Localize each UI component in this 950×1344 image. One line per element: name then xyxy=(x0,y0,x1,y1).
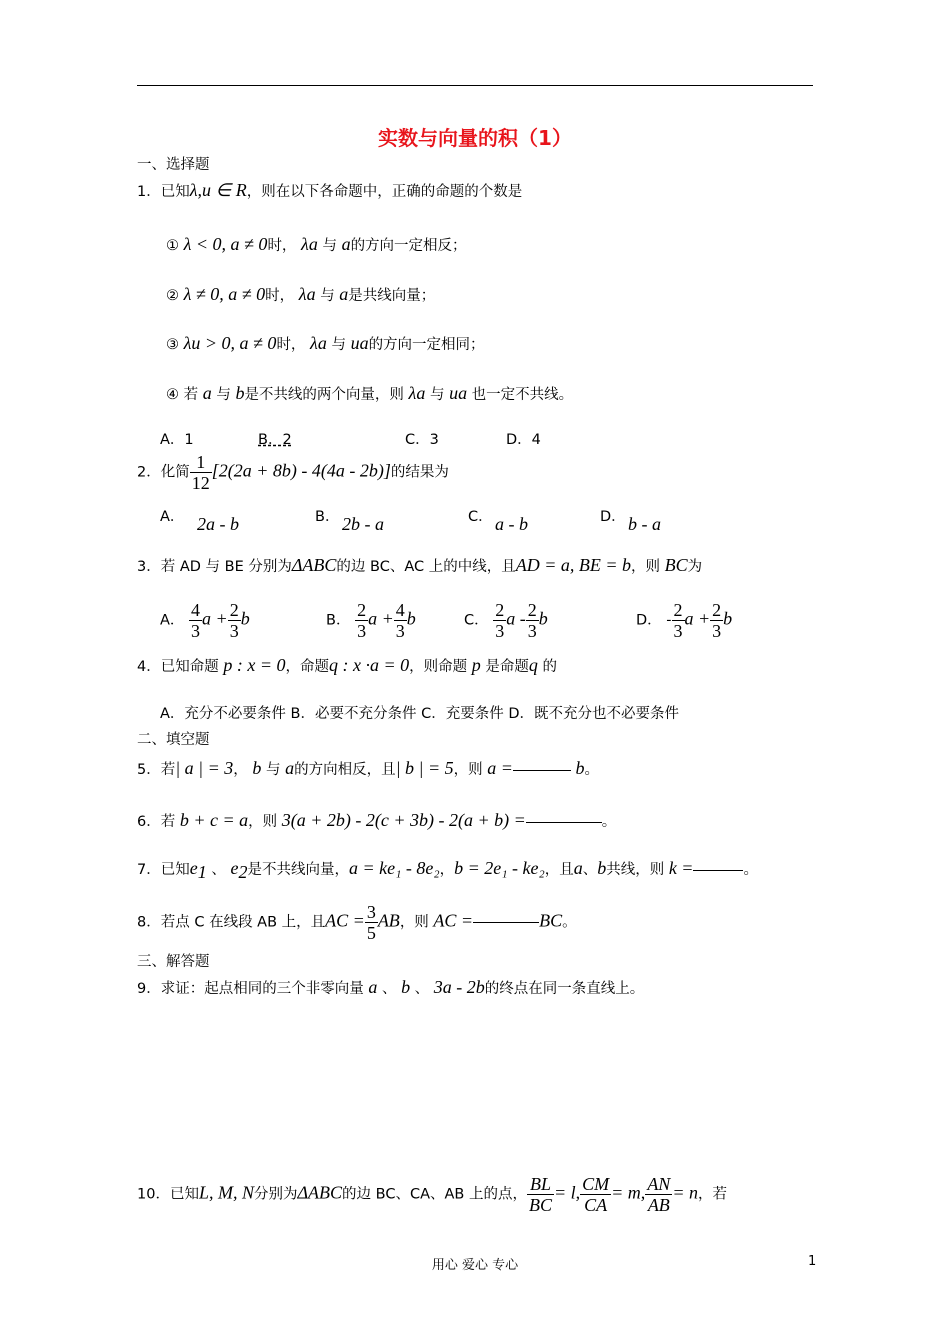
q3-stem xyxy=(137,555,702,576)
q8-text-a: 8．若点 C 在线段 AB 上，且 xyxy=(137,914,326,931)
q3-opt-d-sign: - xyxy=(666,612,672,629)
q3-opt-c-label: C． xyxy=(464,612,489,629)
q1-i2-mark: ② xyxy=(166,288,179,304)
q3-opt-c-mid: a - xyxy=(506,608,526,629)
q5-t2: 与 xyxy=(266,762,281,778)
q1-i1-mark: ① xyxy=(166,238,179,254)
q6-stem xyxy=(137,810,616,831)
q1-option-a: A．1 xyxy=(160,432,194,448)
q1-i1-v1: λa xyxy=(301,234,318,254)
q10-text-c: 的边 BC、CA、AB 上的点， xyxy=(342,1186,527,1203)
q1-option-b: B．2 xyxy=(258,432,292,448)
q1-item-1 xyxy=(166,234,467,255)
q5-t4: ，则 xyxy=(453,762,483,778)
q3-opt-c-n1: 2 xyxy=(495,600,505,620)
q10-text-d: ，若 xyxy=(697,1186,727,1203)
q1-i4-v4: ua xyxy=(449,383,468,403)
q6-text-a: 6．若 xyxy=(137,814,176,830)
q5-lhs: a = xyxy=(487,758,513,778)
q5-text-a: 5．若 xyxy=(137,762,176,778)
q2-frac-num: 1 xyxy=(190,452,212,473)
q9-v3: 3a - 2b xyxy=(433,977,485,997)
q1-i2-t1: 时， xyxy=(265,288,295,304)
q3-option-d xyxy=(636,600,732,641)
q1-i3-v1: λa xyxy=(310,333,327,353)
page-title: 实数与向量的积（1） xyxy=(378,126,572,150)
q1-text-b: ，则在以下各命题中，正确的命题的个数是 xyxy=(246,184,523,200)
q7-end: 。 xyxy=(743,862,758,878)
q8-ab: AB xyxy=(377,910,400,931)
header-rule xyxy=(137,85,813,86)
q7-stem xyxy=(137,858,758,883)
q1-item-2 xyxy=(166,284,435,305)
q2-option-c-label: C． xyxy=(468,509,493,525)
q9-text-b: 的终点在同一条直线上。 xyxy=(484,981,645,997)
q6-t1: ，则 xyxy=(248,814,278,830)
q1-i3-t2: 与 xyxy=(331,337,346,353)
q3-opt-c-end: b xyxy=(538,608,548,629)
q8-num: 3 xyxy=(366,902,376,922)
q3-opt-d-mid: a + xyxy=(684,608,711,629)
q5-stem xyxy=(137,758,599,779)
q10-text-b: 分别为 xyxy=(253,1186,298,1203)
q10-eq3: = n xyxy=(672,1182,698,1203)
q3-text-a: 3．若 AD 与 BE 分别为 xyxy=(137,559,292,575)
q10-f2-den: CA xyxy=(584,1195,608,1215)
section-fill: 二、填空题 xyxy=(137,732,210,748)
q3-opt-b-n1: 2 xyxy=(357,600,367,620)
q10-f1-den: BC xyxy=(528,1195,552,1215)
q5-v2: a xyxy=(285,758,295,778)
q2-expr: [2(2a + 8b) - 4(4a - 2b)] xyxy=(211,460,391,481)
q1-i4-v2: b xyxy=(235,383,245,403)
q10-f3-num: AN xyxy=(647,1174,671,1194)
q8-blank[interactable] xyxy=(473,922,539,923)
q7-sep2: 、 xyxy=(582,862,598,878)
q7-va: a xyxy=(573,858,583,878)
q9-v2: b xyxy=(401,977,411,997)
q10-triangle: ΔABC xyxy=(297,1182,343,1203)
q3-text-d: 为 xyxy=(687,559,703,575)
q3-opt-a-end: b xyxy=(240,608,250,629)
q3-opt-c-n2: 2 xyxy=(527,600,537,620)
q1-i3-v2: ua xyxy=(350,333,369,353)
q6-blank[interactable] xyxy=(526,822,602,823)
q1-item-4 xyxy=(166,383,573,404)
q5-v1: b xyxy=(252,758,262,778)
q2-option-d-label: D． xyxy=(600,509,626,525)
q9-sep1: 、 xyxy=(381,981,397,997)
q3-opt-b-label: B． xyxy=(326,612,351,629)
q7-t2: ， xyxy=(439,862,455,878)
q5-t3: 的方向相反，且 xyxy=(294,762,396,778)
q10-f3-den: AB xyxy=(647,1195,670,1215)
q10-frac3 xyxy=(645,1174,672,1215)
q3-opt-d-frac1 xyxy=(672,600,685,641)
q3-opt-c-frac1 xyxy=(493,600,506,641)
q8-stem xyxy=(137,902,577,943)
q3-opt-d-end: b xyxy=(723,608,733,629)
q3-opt-d-n2: 2 xyxy=(712,600,722,620)
q3-opt-a-d1: 3 xyxy=(191,621,201,641)
q6-expr: 3(a + 2b) - 2(c + 3b) - 2(a + b) = xyxy=(281,810,526,830)
q5-rhs: b xyxy=(575,758,585,778)
page-number: 1 xyxy=(808,1254,817,1269)
q1-i2-v1: λa xyxy=(298,284,316,304)
q1-i4-v1: a xyxy=(202,383,212,403)
q1-i1-t3: 的方向一定相反； xyxy=(350,238,467,254)
q3-opt-b-frac1 xyxy=(355,600,368,641)
q3-opt-c-d1: 3 xyxy=(495,621,505,641)
q8-den: 5 xyxy=(366,923,376,943)
q7-e2-sub: 2 xyxy=(238,861,248,882)
q3-option-c xyxy=(464,600,548,641)
q7-a-def: a = ke₁ - 8e₂ xyxy=(348,858,440,878)
q3-opt-a-n2: 2 xyxy=(229,600,239,620)
q5-c2: | b | = 5 xyxy=(395,758,454,778)
q3-opt-d-d2: 3 xyxy=(712,621,722,641)
q6-cond: b + c = a xyxy=(179,810,249,830)
q10-f2-num: CM xyxy=(582,1174,610,1194)
q1-i4-t4: 也一定不共线。 xyxy=(471,387,574,403)
q4-p: p : x = 0 xyxy=(223,655,286,675)
q4-stem xyxy=(137,655,557,676)
q8-lhs: AC = xyxy=(325,910,365,931)
q4-text-e: 的 xyxy=(542,659,557,675)
q3-opt-b-frac2 xyxy=(394,600,407,641)
q2-option-b-value: 2b - a xyxy=(342,514,384,534)
q1-i4-v3: λa xyxy=(408,383,426,403)
q8-end: 。 xyxy=(562,914,577,931)
q10-frac2 xyxy=(580,1174,611,1215)
q3-opt-d-n1: 2 xyxy=(673,600,683,620)
section-choice: 一、选择题 xyxy=(137,157,210,173)
q8-fraction xyxy=(365,902,378,943)
q3-text-b: 的边 BC、AC 上的中线，且 xyxy=(336,559,516,575)
q2-option-d-value: b - a xyxy=(628,514,661,534)
q10-f1-num: BL xyxy=(527,1174,554,1195)
q8-lhs2: AC = xyxy=(433,910,474,931)
q7-vb: b xyxy=(597,858,607,878)
q3-opt-d-d1: 3 xyxy=(673,621,683,641)
section-answer: 三、解答题 xyxy=(137,954,210,970)
q1-option-c: C．3 xyxy=(405,432,439,448)
q4-text-a: 4．已知命题 xyxy=(137,659,219,675)
q7-e1-sub: 1 xyxy=(197,861,207,882)
q3-text-c: ，则 xyxy=(631,559,661,575)
q3-opt-b-end: b xyxy=(406,608,416,629)
q1-i1-t1: 时， xyxy=(267,238,297,254)
q1-math: λ,u ∈ R xyxy=(189,180,247,200)
q5-c1: | a | = 3 xyxy=(175,758,234,778)
q2-option-a-label: A． xyxy=(160,509,185,525)
q5-t1: ， xyxy=(233,762,248,778)
q1-i3-cond: λu > 0, a ≠ 0 xyxy=(183,333,277,353)
q3-opt-c-d2: 3 xyxy=(527,621,537,641)
q1-i1-cond: λ < 0, a ≠ 0 xyxy=(183,234,268,254)
q1-option-d: D．4 xyxy=(506,432,541,448)
q3-opt-a-frac2 xyxy=(228,600,241,641)
q7-t3: ，且 xyxy=(544,862,574,878)
q1-i3-t3: 的方向一定相同； xyxy=(368,337,485,353)
q9-v1: a xyxy=(368,977,378,997)
q2-fraction xyxy=(190,452,212,493)
footer-text: 用心 爱心 专心 xyxy=(431,1258,519,1273)
q3-opt-c-frac2 xyxy=(526,600,539,641)
q6-end: 。 xyxy=(601,814,617,830)
q7-sep: 、 xyxy=(211,862,226,878)
q2-frac-den: 12 xyxy=(191,473,210,493)
q1-i4-t1: 与 xyxy=(216,387,231,403)
q4-pv: p xyxy=(471,655,481,675)
q5-blank[interactable] xyxy=(513,770,571,771)
q4-text-b: ，命题 xyxy=(285,659,329,675)
q1-i3-mark: ③ xyxy=(166,337,179,353)
q10-eq1: = l, xyxy=(554,1182,581,1203)
q1-i1-t2: 与 xyxy=(322,238,337,254)
q1-i1-v2: a xyxy=(341,234,351,254)
q3-opt-a-mid: a + xyxy=(202,608,228,629)
q7-b-def: b = 2e₁ - ke₂ xyxy=(454,858,545,878)
q1-i3-t1: 时， xyxy=(276,337,306,353)
q3-opt-d-frac2 xyxy=(710,600,723,641)
q8-bc: BC xyxy=(539,910,563,931)
q7-t1: 是不共线向量， xyxy=(247,862,349,878)
q10-lmn: L, M, N xyxy=(198,1182,254,1203)
q9-sep2: 、 xyxy=(414,981,430,997)
q1-item-3 xyxy=(166,333,485,354)
q9-stem xyxy=(137,977,644,998)
q7-e1: e xyxy=(189,858,198,878)
q3-bc: BC xyxy=(664,555,688,575)
q1-stem xyxy=(137,180,522,201)
q7-k: k = xyxy=(668,858,694,878)
q10-text-a: 10．已知 xyxy=(137,1186,199,1203)
q1-i4-t3: 与 xyxy=(429,387,445,403)
q3-opt-b-mid: a + xyxy=(368,608,394,629)
q2-option-b-label: B． xyxy=(315,509,340,525)
q3-opt-a-frac1 xyxy=(189,600,202,641)
q10-eq2: = m, xyxy=(611,1182,646,1203)
q3-opt-d-label: D． xyxy=(636,612,662,629)
q3-triangle: ΔABC xyxy=(291,555,337,575)
q1-i2-t3: 是共线向量； xyxy=(348,288,436,304)
q4-q: q : x ·a = 0 xyxy=(328,655,410,675)
q4-options: A．充分不必要条件 B．必要不充分条件 C．充要条件 D．既不充分也不必要条件 xyxy=(160,706,679,722)
q1-i4-t2: 是不共线的两个向量，则 xyxy=(244,387,404,403)
q4-text-c: ，则命题 xyxy=(409,659,468,675)
q8-t1: ，则 xyxy=(399,914,429,931)
q7-text-a: 7．已知 xyxy=(137,862,190,878)
q7-t4: 共线，则 xyxy=(606,862,665,878)
q5-end: 。 xyxy=(584,762,600,778)
q7-e2: e xyxy=(230,858,239,878)
q3-opt-b-d2: 3 xyxy=(395,621,405,641)
q3-option-b xyxy=(326,600,416,641)
q2-text-b: 的结果为 xyxy=(390,464,449,481)
q3-condition: AD = a, BE = b xyxy=(515,555,632,575)
q10-stem xyxy=(137,1174,727,1215)
q4-text-d: 是命题 xyxy=(485,659,529,675)
q3-option-a xyxy=(160,600,250,641)
q7-blank[interactable] xyxy=(693,870,743,871)
q3-opt-a-d2: 3 xyxy=(229,621,239,641)
q2-text-a: 2．化简 xyxy=(137,464,190,481)
q3-opt-b-n2: 4 xyxy=(395,600,405,620)
q2-option-a-value: 2a - b xyxy=(197,514,239,534)
q1-i2-cond: λ ≠ 0, a ≠ 0 xyxy=(183,284,266,304)
q1-text-a: 1．已知 xyxy=(137,184,190,200)
q2-stem xyxy=(137,452,449,493)
q1-i2-t2: 与 xyxy=(320,288,335,304)
q2-option-c-value: a - b xyxy=(495,514,528,534)
q10-frac1 xyxy=(527,1174,554,1215)
q3-opt-a-n1: 4 xyxy=(191,600,201,620)
q4-qv: q xyxy=(528,655,538,675)
q1-i2-v2: a xyxy=(339,284,349,304)
q3-opt-a-label: A． xyxy=(160,612,185,629)
q9-text-a: 9．求证：起点相同的三个非零向量 xyxy=(137,981,364,997)
q3-opt-b-d1: 3 xyxy=(357,621,367,641)
q1-i4-mark: ④ 若 xyxy=(166,387,199,403)
